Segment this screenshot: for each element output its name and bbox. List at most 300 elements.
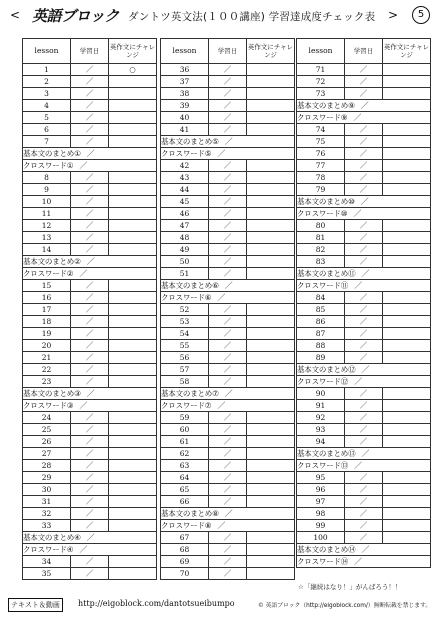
challenge-check-cell[interactable] [383,172,431,184]
challenge-check-cell[interactable] [383,340,431,352]
lesson-row [23,172,157,184]
challenge-check-cell[interactable] [383,532,431,544]
studied-date-cell[interactable]: ／ [209,340,247,352]
studied-date-cell[interactable]: ／ [71,568,109,580]
studied-date-cell[interactable]: ／ [209,304,247,316]
studied-date-cell[interactable]: ／ [345,472,383,484]
challenge-check-cell[interactable] [109,484,157,496]
review-item[interactable] [297,364,431,376]
studied-date-cell[interactable]: ／ [71,472,109,484]
studied-date-cell[interactable]: ／ [71,304,109,316]
challenge-check-cell[interactable] [109,412,157,424]
review-check-mark: ／ [86,389,95,398]
table-header-row [23,39,157,64]
lesson-row [161,556,295,568]
challenge-check-cell[interactable] [109,316,157,328]
studied-date-cell[interactable]: ／ [345,400,383,412]
studied-date-cell[interactable]: ／ [345,244,383,256]
challenge-check-cell[interactable] [247,448,295,460]
challenge-check-cell[interactable] [247,220,295,232]
studied-date-cell[interactable]: ／ [209,172,247,184]
studied-date-cell[interactable]: ／ [71,376,109,388]
studied-date-cell[interactable]: ／ [345,508,383,520]
challenge-check-cell[interactable] [383,496,431,508]
challenge-check-cell[interactable] [109,448,157,460]
studied-date-cell[interactable]: ／ [209,196,247,208]
studied-date-cell[interactable]: ／ [209,472,247,484]
review-row [297,196,431,208]
studied-date-cell[interactable]: ／ [345,520,383,532]
lesson-row [23,484,157,496]
studied-date-cell[interactable]: ／ [345,76,383,88]
challenge-check-cell[interactable] [109,304,157,316]
challenge-check-cell[interactable] [383,160,431,172]
challenge-check-cell[interactable] [247,64,295,76]
review-item[interactable] [161,280,295,292]
studied-date-cell[interactable]: ／ [71,220,109,232]
challenge-column-header: 英作文にチャレンジ [247,39,295,64]
studied-date-cell[interactable]: ／ [209,112,247,124]
studied-date-cell[interactable]: ／ [209,460,247,472]
studied-date-cell[interactable]: ／ [209,88,247,100]
review-label: 基本文のまとめ⑩ [297,197,355,206]
studied-date-cell[interactable]: ／ [209,376,247,388]
lesson-row [161,208,295,220]
challenge-check-cell[interactable] [383,184,431,196]
challenge-check-cell[interactable] [383,520,431,532]
challenge-check-cell[interactable] [383,412,431,424]
challenge-check-cell[interactable] [247,184,295,196]
studied-date-cell[interactable]: ／ [345,328,383,340]
challenge-check-cell[interactable] [247,160,295,172]
studied-date-cell[interactable]: ／ [71,88,109,100]
studied-date-cell[interactable]: ／ [345,184,383,196]
studied-date-cell[interactable]: ／ [345,88,383,100]
review-row [161,520,295,532]
challenge-check-cell[interactable] [247,100,295,112]
studied-date-cell[interactable]: ／ [71,76,109,88]
challenge-check-cell[interactable] [247,484,295,496]
challenge-check-cell[interactable] [247,412,295,424]
lesson-row [297,88,431,100]
studied-date-cell[interactable]: ／ [71,292,109,304]
challenge-check-cell[interactable] [109,100,157,112]
review-item[interactable] [297,112,431,124]
challenge-check-cell[interactable] [109,244,157,256]
studied-date-cell[interactable]: ／ [345,532,383,544]
studied-date-cell[interactable]: ／ [209,352,247,364]
challenge-check-cell[interactable] [383,508,431,520]
studied-date-cell[interactable]: ／ [71,496,109,508]
lesson-number: 29 [23,472,71,484]
studied-date-cell[interactable]: ／ [71,448,109,460]
studied-date-cell[interactable]: ／ [71,352,109,364]
studied-date-cell[interactable]: ／ [71,196,109,208]
challenge-check-cell[interactable] [109,196,157,208]
review-label: クロスワード⑪ [297,281,349,290]
challenge-check-cell[interactable] [247,460,295,472]
studied-date-cell[interactable]: ／ [345,220,383,232]
lesson-number: 77 [297,160,345,172]
challenge-check-cell[interactable] [383,64,431,76]
studied-date-cell[interactable]: ／ [71,412,109,424]
review-check-mark: ／ [224,137,233,146]
studied-date-cell[interactable]: ／ [209,232,247,244]
review-item[interactable] [297,544,431,556]
challenge-check-cell[interactable] [247,112,295,124]
studied-date-cell[interactable]: ／ [71,136,109,148]
lesson-row [23,424,157,436]
challenge-check-cell[interactable] [109,76,157,88]
challenge-check-cell[interactable] [109,280,157,292]
challenge-check-cell[interactable] [109,556,157,568]
challenge-check-cell[interactable] [109,136,157,148]
challenge-check-cell[interactable] [247,76,295,88]
challenge-check-cell[interactable] [247,304,295,316]
lesson-row [161,544,295,556]
studied-date-cell[interactable]: ／ [209,412,247,424]
lesson-number: 81 [297,232,345,244]
challenge-check-cell[interactable] [383,256,431,268]
studied-date-cell[interactable]: ／ [345,340,383,352]
studied-date-cell[interactable]: ／ [209,208,247,220]
review-item[interactable] [23,160,157,172]
challenge-check-cell[interactable] [109,328,157,340]
challenge-check-cell[interactable] [109,184,157,196]
challenge-check-cell[interactable] [383,424,431,436]
lesson-row [161,448,295,460]
challenge-check-cell[interactable] [383,244,431,256]
challenge-check-cell[interactable] [247,472,295,484]
studied-date-cell[interactable]: ／ [71,208,109,220]
studied-date-cell[interactable]: ／ [209,448,247,460]
review-check-mark: ／ [354,461,362,470]
studied-date-cell[interactable]: ／ [71,328,109,340]
review-row [23,400,157,412]
challenge-check-cell[interactable] [247,568,295,580]
studied-date-cell[interactable]: ／ [71,484,109,496]
studied-date-cell[interactable]: ／ [345,256,383,268]
review-check-mark: ／ [79,269,88,278]
challenge-check-cell[interactable] [109,472,157,484]
studied-date-cell[interactable]: ／ [345,160,383,172]
challenge-check-cell[interactable] [247,244,295,256]
challenge-check-cell[interactable] [247,232,295,244]
challenge-check-cell[interactable] [109,496,157,508]
lesson-row [297,436,431,448]
studied-date-cell[interactable]: ／ [345,124,383,136]
review-item[interactable] [297,100,431,112]
studied-date-cell[interactable]: ／ [345,436,383,448]
review-check-mark: ／ [361,269,370,278]
review-row [23,532,157,544]
challenge-check-cell[interactable] [247,424,295,436]
review-label: クロスワード⑨ [297,113,348,122]
studied-date-cell[interactable]: ／ [345,304,383,316]
studied-date-cell[interactable]: ／ [345,352,383,364]
review-item[interactable] [297,280,431,292]
review-check-mark: ／ [224,281,233,290]
lesson-number: 36 [161,64,209,76]
challenge-check-cell[interactable] [109,364,157,376]
challenge-check-cell[interactable] [247,496,295,508]
studied-date-cell[interactable]: ／ [345,316,383,328]
studied-date-cell[interactable]: ／ [209,64,247,76]
review-item[interactable] [23,400,157,412]
studied-date-cell[interactable]: ／ [209,436,247,448]
studied-date-cell[interactable]: ／ [71,520,109,532]
challenge-check-cell[interactable] [383,400,431,412]
lesson-row [23,196,157,208]
studied-date-cell[interactable]: ／ [209,76,247,88]
studied-date-cell[interactable]: ／ [345,136,383,148]
lesson-row [297,220,431,232]
challenge-check-cell[interactable] [109,568,157,580]
review-item[interactable] [23,256,157,268]
review-item[interactable] [23,148,157,160]
studied-date-cell[interactable]: ／ [209,364,247,376]
challenge-check-cell[interactable] [383,472,431,484]
studied-date-cell[interactable]: ／ [71,364,109,376]
lesson-row [23,472,157,484]
studied-date-cell[interactable]: ／ [345,148,383,160]
studied-date-cell[interactable]: ／ [209,496,247,508]
studied-date-cell[interactable]: ／ [209,556,247,568]
lesson-number: 12 [23,220,71,232]
review-item[interactable] [23,268,157,280]
review-label: 基本文のまとめ⑫ [297,365,356,374]
challenge-check-cell[interactable] [247,172,295,184]
studied-date-cell[interactable]: ／ [71,280,109,292]
review-item[interactable] [161,400,295,412]
challenge-check-cell[interactable] [247,88,295,100]
studied-date-cell[interactable]: ／ [71,244,109,256]
lesson-number: 23 [23,376,71,388]
challenge-check-cell[interactable] [247,268,295,280]
review-item[interactable] [161,388,295,400]
challenge-check-cell[interactable] [383,124,431,136]
review-item[interactable] [23,388,157,400]
challenge-check-cell[interactable] [109,460,157,472]
challenge-check-cell[interactable] [383,388,431,400]
review-item[interactable] [23,544,157,556]
challenge-check-cell[interactable] [109,436,157,448]
review-check-mark: ／ [79,401,88,410]
review-label: クロスワード⑧ [161,521,212,530]
studied-date-cell[interactable]: ／ [71,460,109,472]
challenge-check-cell[interactable] [247,364,295,376]
lesson-row [161,328,295,340]
studied-date-cell[interactable]: ／ [71,184,109,196]
challenge-check-cell[interactable] [247,376,295,388]
challenge-check-cell[interactable] [109,208,157,220]
review-row [23,148,157,160]
studied-date-cell[interactable]: ／ [209,544,247,556]
text-video-badge: テキスト＆動画 [8,598,63,612]
challenge-check-cell[interactable] [109,520,157,532]
challenge-check-cell[interactable] [383,76,431,88]
studied-date-cell[interactable]: ／ [345,496,383,508]
review-item[interactable] [161,520,295,532]
challenge-check-cell[interactable] [109,112,157,124]
lesson-number: 51 [161,268,209,280]
studied-date-cell[interactable]: ／ [209,184,247,196]
studied-date-cell[interactable]: ／ [71,232,109,244]
review-item[interactable] [297,376,431,388]
lesson-number: 75 [297,136,345,148]
course-url-link[interactable]: http://eigoblock.com/dantotsueibumpo [78,599,235,608]
lesson-number: 31 [23,496,71,508]
lesson-number: 33 [23,520,71,532]
review-item[interactable] [297,448,431,460]
review-item[interactable] [161,136,295,148]
studied-date-cell[interactable]: ／ [71,508,109,520]
review-item[interactable] [161,292,295,304]
review-row [161,400,295,412]
challenge-check-cell[interactable] [383,484,431,496]
studied-date-cell[interactable]: ／ [209,484,247,496]
review-check-mark: ／ [354,377,362,386]
challenge-check-cell[interactable] [247,532,295,544]
review-item[interactable] [161,148,295,160]
studied-date-cell[interactable]: ／ [209,124,247,136]
studied-date-cell[interactable]: ／ [345,172,383,184]
studied-date-cell[interactable]: ／ [209,100,247,112]
challenge-check-cell[interactable] [247,556,295,568]
studied-date-cell[interactable]: ／ [209,160,247,172]
studied-date-cell[interactable]: ／ [71,124,109,136]
lesson-column-header: lesson [23,39,71,64]
challenge-check-cell[interactable] [383,136,431,148]
challenge-check-cell[interactable] [109,232,157,244]
challenge-check-cell[interactable] [247,208,295,220]
lesson-row [161,352,295,364]
studied-date-cell[interactable]: ／ [71,112,109,124]
challenge-check-cell[interactable] [247,328,295,340]
challenge-check-cell[interactable] [383,316,431,328]
challenge-check-cell[interactable] [109,352,157,364]
challenge-check-cell[interactable] [247,196,295,208]
studied-date-cell[interactable]: ／ [71,64,109,76]
lesson-row [161,64,295,76]
challenge-check-cell[interactable] [109,88,157,100]
review-item[interactable] [161,508,295,520]
challenge-check-cell[interactable] [109,424,157,436]
challenge-check-cell[interactable]: ○ [109,64,157,76]
lesson-row [297,532,431,544]
encouragement-note: ☆「継続はなり！」がんばろう！！ [298,583,402,591]
lesson-row [23,136,157,148]
lesson-number: 27 [23,448,71,460]
studied-date-cell[interactable]: ／ [71,436,109,448]
lesson-number: 10 [23,196,71,208]
challenge-check-cell[interactable] [109,172,157,184]
challenge-check-cell[interactable] [247,124,295,136]
studied-date-cell[interactable]: ／ [209,532,247,544]
studied-date-cell[interactable]: ／ [209,220,247,232]
studied-date-cell[interactable]: ／ [71,172,109,184]
challenge-check-cell[interactable] [383,328,431,340]
studied-date-cell[interactable]: ／ [345,232,383,244]
studied-date-cell[interactable]: ／ [209,328,247,340]
challenge-check-cell[interactable] [247,544,295,556]
review-label: 基本文のまとめ① [23,149,81,158]
lesson-row [161,100,295,112]
review-item[interactable] [297,268,431,280]
review-item[interactable] [297,208,431,220]
studied-date-cell[interactable]: ／ [209,256,247,268]
challenge-check-cell[interactable] [109,376,157,388]
challenge-check-cell[interactable] [109,292,157,304]
challenge-check-cell[interactable] [383,148,431,160]
lesson-number: 43 [161,172,209,184]
studied-date-cell[interactable]: ／ [345,484,383,496]
review-label: クロスワード⑫ [297,377,349,386]
studied-date-cell[interactable]: ／ [71,556,109,568]
studied-date-cell[interactable]: ／ [345,388,383,400]
lesson-row [23,280,157,292]
review-item[interactable] [297,196,431,208]
studied-date-cell[interactable]: ／ [345,64,383,76]
review-item[interactable] [297,460,431,472]
challenge-check-cell[interactable] [383,292,431,304]
challenge-check-cell[interactable] [383,304,431,316]
review-item[interactable] [23,532,157,544]
studied-date-cell[interactable]: ／ [209,568,247,580]
challenge-check-cell[interactable] [247,316,295,328]
challenge-check-cell[interactable] [383,436,431,448]
lesson-number: 50 [161,256,209,268]
challenge-check-cell[interactable] [383,88,431,100]
challenge-check-cell[interactable] [109,124,157,136]
challenge-column-header: 英作文にチャレンジ [109,39,157,64]
studied-date-cell[interactable]: ／ [345,424,383,436]
challenge-check-cell[interactable] [109,220,157,232]
lesson-row [297,292,431,304]
studied-date-cell[interactable]: ／ [209,268,247,280]
lesson-row [161,124,295,136]
studied-date-cell[interactable]: ／ [345,412,383,424]
challenge-check-cell[interactable] [383,232,431,244]
lesson-row [297,388,431,400]
studied-date-cell[interactable]: ／ [209,244,247,256]
lesson-number: 7 [23,136,71,148]
challenge-check-cell[interactable] [247,436,295,448]
studied-date-cell[interactable]: ／ [209,424,247,436]
studied-date-cell[interactable]: ／ [71,340,109,352]
challenge-check-cell[interactable] [109,340,157,352]
review-check-mark: ／ [354,281,362,290]
lesson-row [23,124,157,136]
challenge-check-cell[interactable] [109,508,157,520]
lesson-number: 1 [23,64,71,76]
challenge-check-cell[interactable] [247,352,295,364]
studied-date-cell[interactable]: ／ [71,316,109,328]
studied-date-cell[interactable]: ／ [71,100,109,112]
studied-date-cell[interactable]: ／ [209,316,247,328]
studied-date-cell[interactable]: ／ [71,424,109,436]
challenge-check-cell[interactable] [247,256,295,268]
challenge-check-cell[interactable] [247,340,295,352]
lesson-row [23,88,157,100]
challenge-check-cell[interactable] [383,220,431,232]
studied-column-header: 学習日 [345,39,383,64]
challenge-check-cell[interactable] [383,352,431,364]
review-item[interactable] [297,556,431,568]
lesson-row [161,316,295,328]
lesson-row [297,64,431,76]
studied-date-cell[interactable]: ／ [345,292,383,304]
